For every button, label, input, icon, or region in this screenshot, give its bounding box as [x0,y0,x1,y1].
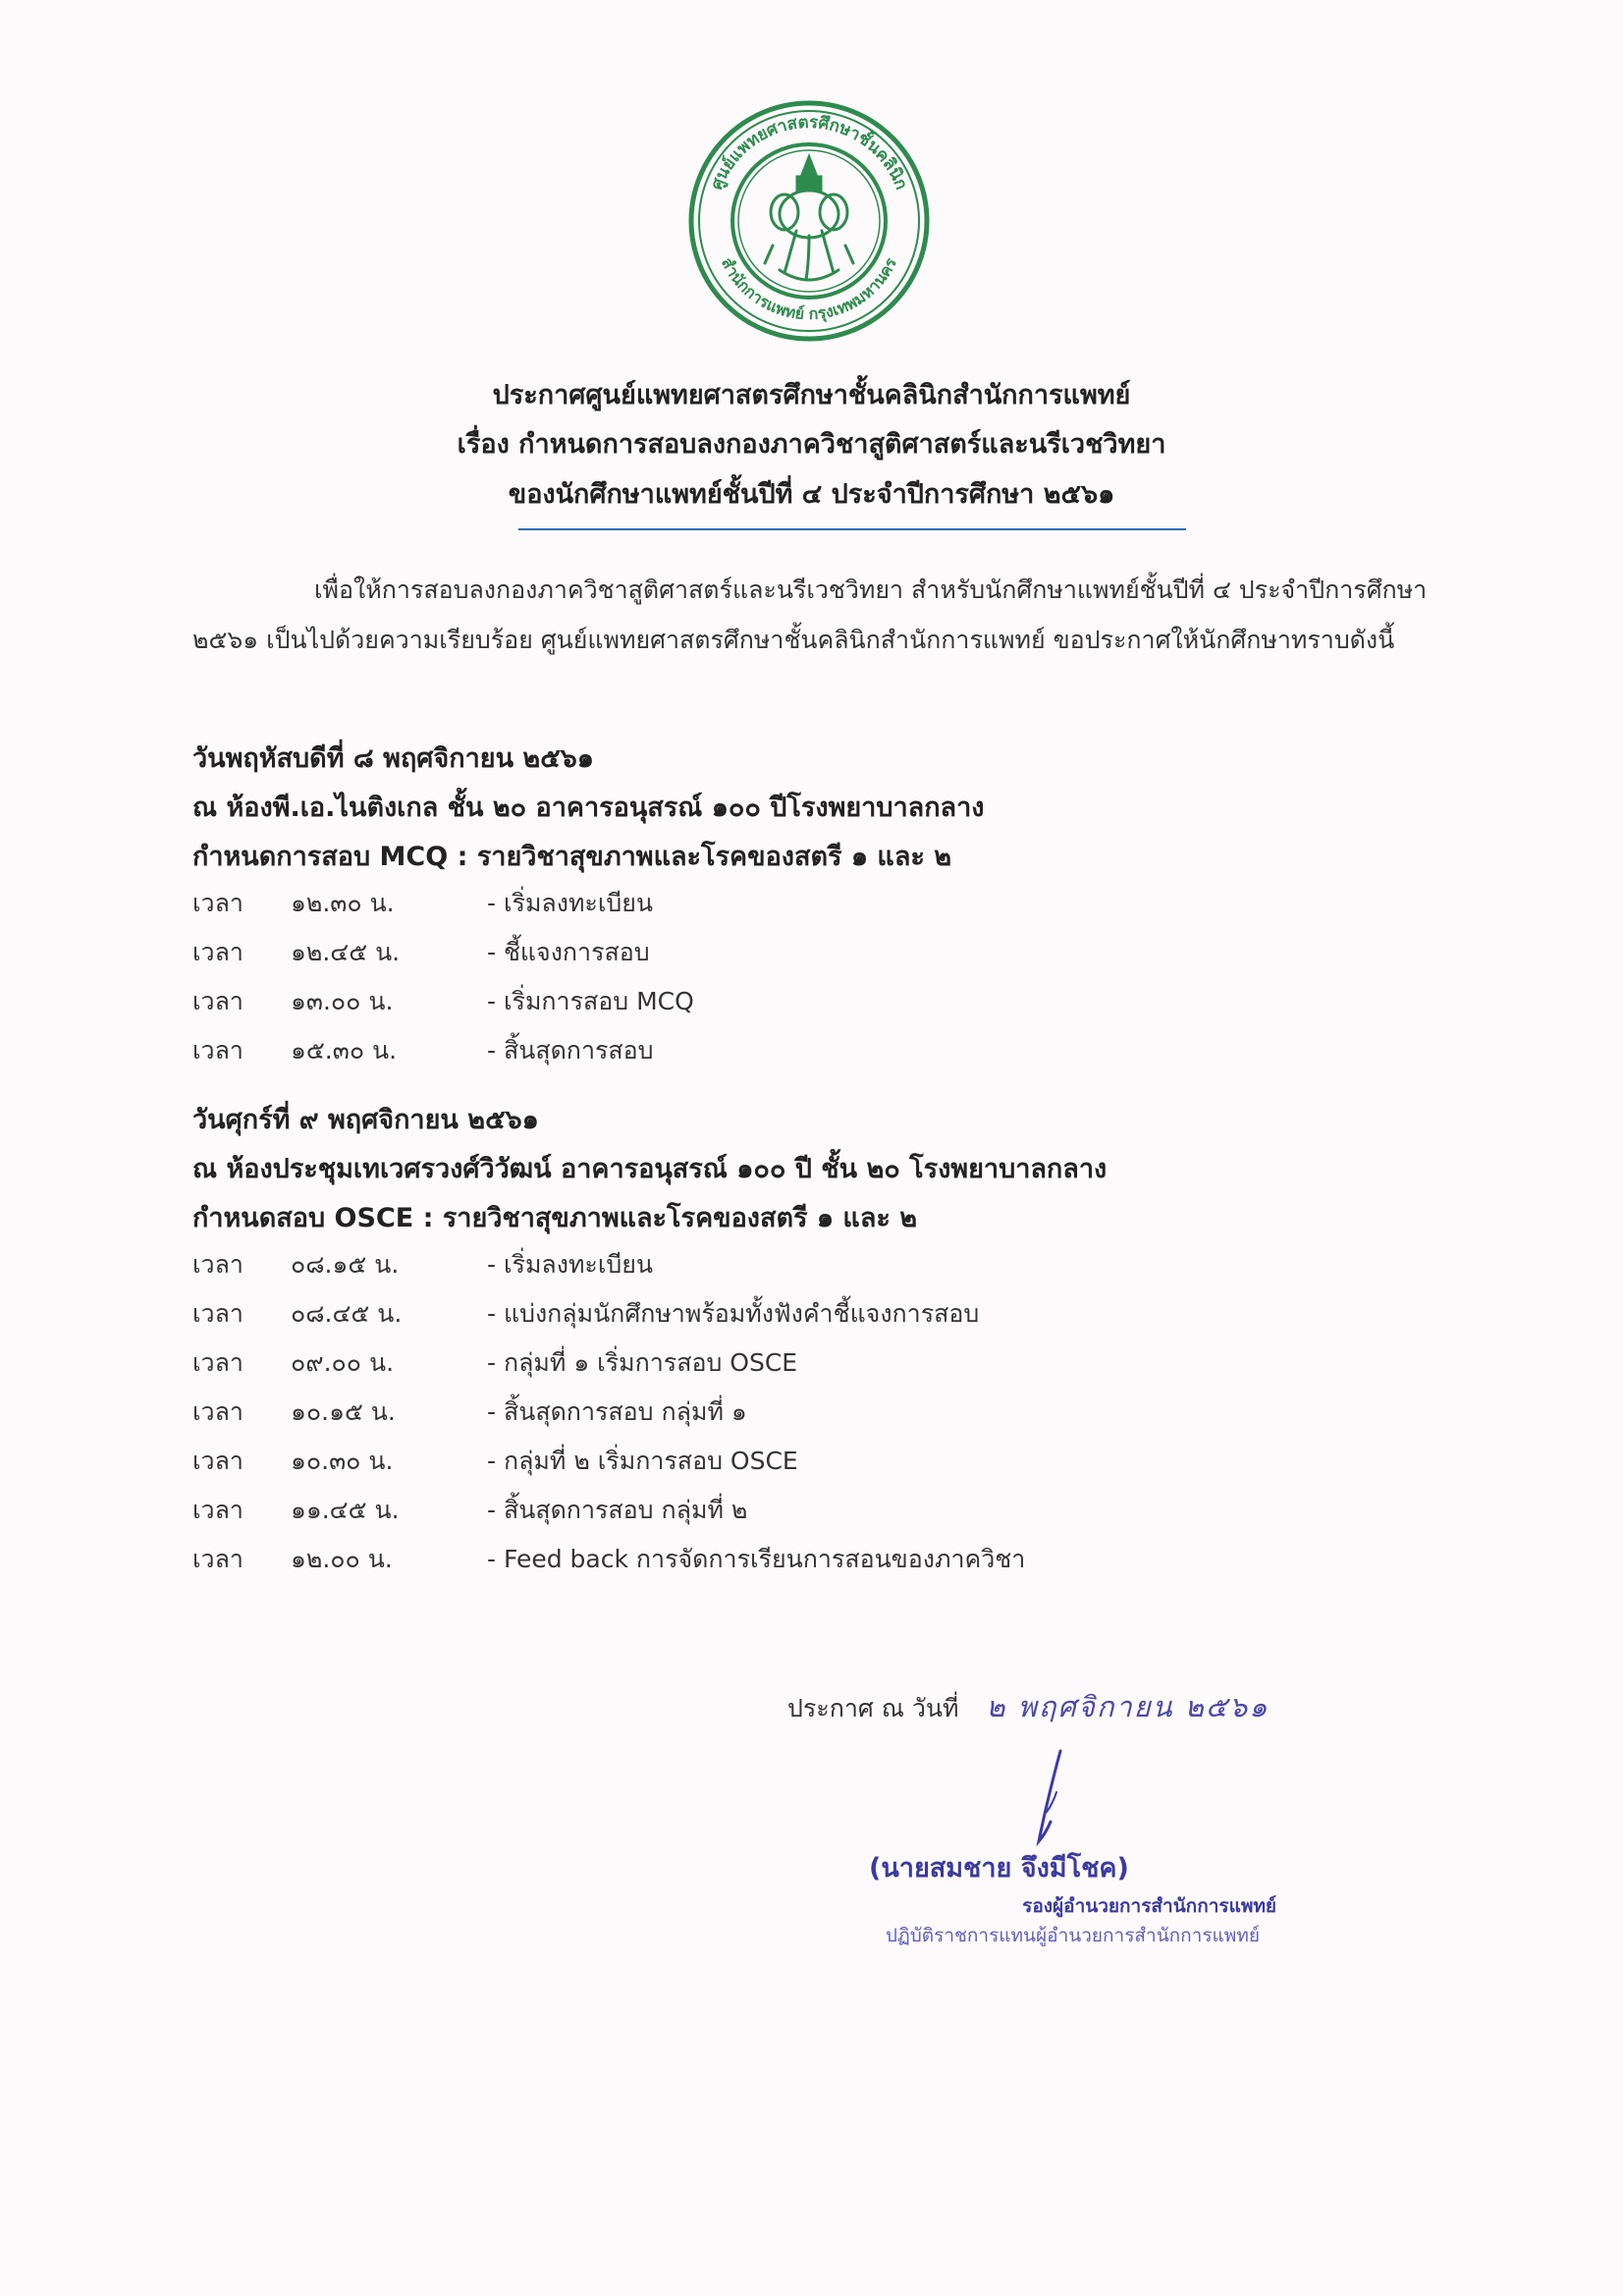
seal-bottom-text: สำนักการแพทย์ กรุงเทพมหานคร [717,254,900,324]
time-value: ๐๙.๐๐ น. [291,1348,395,1377]
announcement-date-line [787,1684,1270,1729]
time-value: ๑๕.๓๐ น. [291,1036,398,1065]
event-text: - เริ่มลงทะเบียน [487,889,654,917]
time-value: ๐๘.๑๕ น. [291,1250,400,1279]
time-value: ๑๑.๔๕ น. [291,1496,400,1524]
time-label: เวลา [192,1348,243,1377]
time-value: ๐๘.๔๕ น. [291,1299,403,1328]
intro-paragraph: เพื่อให้การสอบลงกองภาควิชาสูติศาสตร์และนรีเวชวิทยา สำหรับนักศึกษาแพทย์ชั้นปีที่ ๔ ประจำปีการศึกษา ๒๕๖๑ เป็นไปด้วยความเรียบร้อย ศูนย์แพทยศาสตรศึกษาชั้นคลินิกสำนักการแพทย์ ขอประกาศให้นักศึกษาทราบดังนี้ [192,575,1428,654]
elephant-seal-icon [765,157,853,280]
signature-mark [1011,1743,1090,1851]
time-value: ๑๓.๐๐ น. [291,987,394,1015]
header-divider [518,528,1186,530]
event-text: - สิ้นสุดการสอบ กลุ่มที่ ๑ [487,1397,747,1426]
event-text: - Feed back การจัดการเรียนการสอนของภาควิชา [487,1545,1026,1573]
time-value: ๑๒.๐๐ น. [291,1545,393,1573]
announcement-subject: เรื่อง กำหนดการสอบลงกองภาควิชาสูติศาสตร์และนรีเวชวิทยา [457,429,1166,460]
section-1-date: วันพฤหัสบดีที่ ๘ พฤศจิกายน ๒๕๖๑ [192,743,594,774]
seal-outer-ring [691,103,927,339]
time-label: เวลา [192,1545,243,1573]
event-text: - เริ่มลงทะเบียน [487,1250,654,1279]
time-label: เวลา [192,1397,243,1426]
event-text: - สิ้นสุดการสอบ กลุ่มที่ ๒ [487,1496,748,1524]
event-text: - แบ่งกลุ่มนักศึกษาพร้อมทั้งฟังคำชี้แจงการสอบ [487,1299,980,1328]
time-value: ๑๒.๔๕ น. [291,938,401,966]
seal-top-text: ศูนย์แพทยศาสตรศึกษาชั้นคลินิก [707,112,911,193]
section-2-exam: กำหนดสอบ OSCE : รายวิชาสุขภาพและโรคของสตรี ๑ และ ๒ [192,1203,918,1233]
section-1-venue: ณ ห้องพี.เอ.ไนติงเกล ชั้น ๒๐ อาคารอนุสรณ์ ๑๐๐ ปีโรงพยาบาลกลาง [192,793,985,823]
time-label: เวลา [192,889,243,917]
time-value: ๑๐.๑๕ น. [291,1397,396,1426]
event-text: - ชี้แจงการสอบ [487,938,650,966]
time-label: เวลา [192,987,243,1015]
section-1-exam: กำหนดการสอบ MCQ : รายวิชาสุขภาพและโรคของสตรี ๑ และ ๒ [192,842,952,872]
announcement-audience: ของนักศึกษาแพทย์ชั้นปีที่ ๔ ประจำปีการศึกษา ๒๕๖๑ [508,479,1115,510]
organization-seal [686,98,932,344]
time-label: เวลา [192,1036,243,1065]
time-value: ๑๐.๓๐ น. [291,1447,394,1475]
time-label: เวลา [192,1447,243,1475]
signer-acting-position: ปฏิบัติราชการแทนผู้อำนวยการสำนักการแพทย์ [885,1925,1260,1946]
time-label: เวลา [192,1250,243,1279]
event-text: - สิ้นสุดการสอบ [487,1036,654,1065]
handwritten-date: ๒ พฤศจิกายน ๒๕๖๑ [986,1690,1270,1723]
time-label: เวลา [192,1496,243,1524]
signer-name: (นายสมชาย จึงมีโชค) [869,1853,1129,1884]
time-label: เวลา [192,938,243,966]
section-2-venue: ณ ห้องประชุมเทเวศรวงศ์วิวัฒน์ อาคารอนุสรณ์ ๑๐๐ ปี ชั้น ๒๐ โรงพยาบาลกลาง [192,1154,1108,1184]
event-text: - เริ่มการสอบ MCQ [487,987,694,1015]
time-label: เวลา [192,1299,243,1328]
announce-label: ประกาศ ณ วันที่ [787,1694,959,1722]
event-text: - กลุ่มที่ ๒ เริ่มการสอบ OSCE [487,1447,798,1475]
time-value: ๑๒.๓๐ น. [291,889,395,917]
section-2-date: วันศุกร์ที่ ๙ พฤศจิกายน ๒๕๖๑ [192,1105,539,1135]
signer-position: รองผู้อำนวยการสำนักการแพทย์ [1022,1895,1276,1917]
event-text: - กลุ่มที่ ๑ เริ่มการสอบ OSCE [487,1348,798,1377]
announcement-title: ประกาศศูนย์แพทยศาสตรศึกษาชั้นคลินิกสำนักการแพทย์ [492,380,1131,410]
